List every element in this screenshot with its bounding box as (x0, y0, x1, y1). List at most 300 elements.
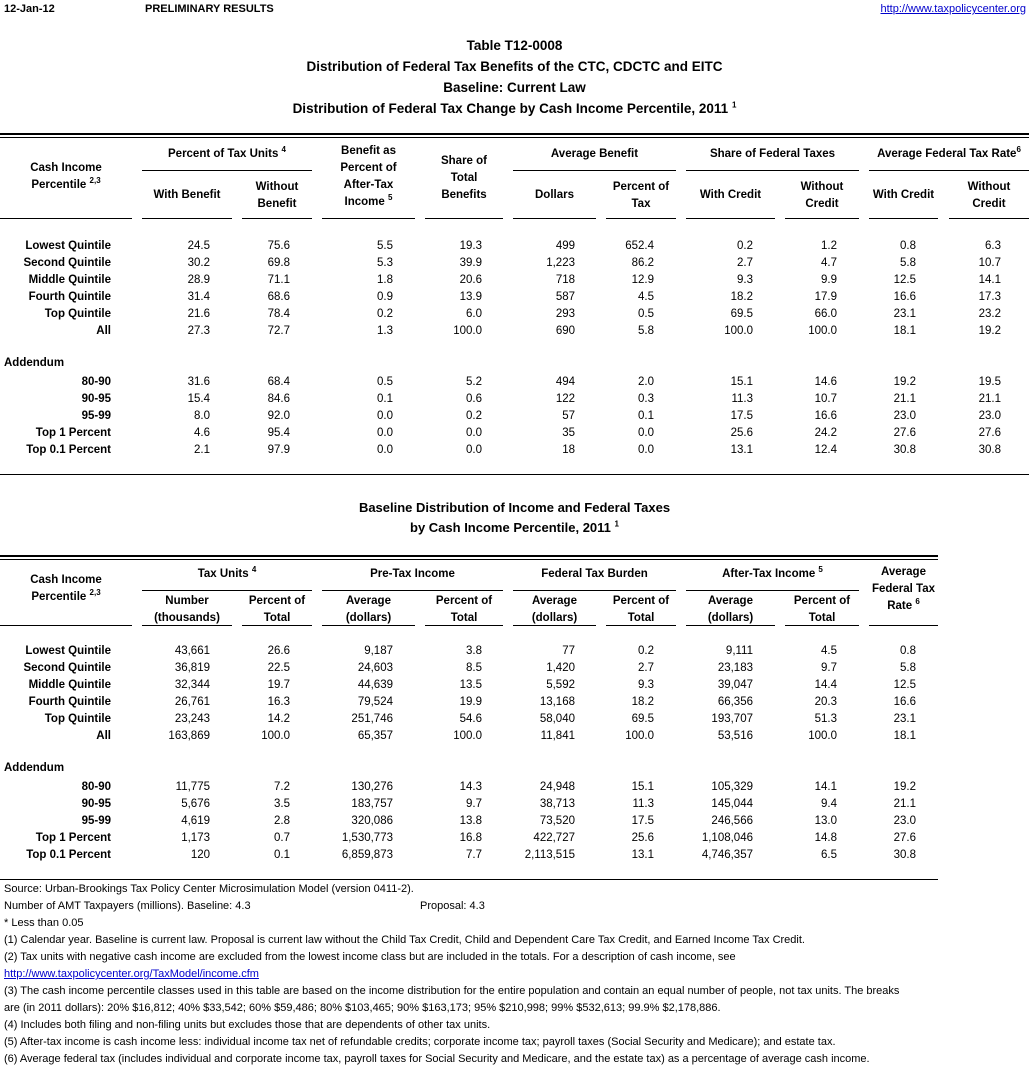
table-cell: 27.6 (893, 832, 916, 844)
group-underline (322, 590, 503, 591)
table-cell: 31.4 (187, 291, 210, 303)
col-underline (0, 218, 132, 219)
table-cell: 1.8 (377, 274, 393, 286)
report-date: 12-Jan-12 (4, 3, 55, 15)
table-cell: 69.5 (730, 308, 753, 320)
table-cell: 19.2 (978, 325, 1001, 337)
table-cell: 20.6 (459, 274, 482, 286)
t2-row-header-line1: Cash Income (30, 574, 102, 586)
table-cell: 652.4 (625, 240, 654, 252)
table-cell: 0.0 (377, 444, 393, 456)
sub-line: Without (255, 181, 299, 193)
t1-group-share-total-benefits (425, 153, 503, 204)
sub-line: (dollars) (707, 612, 754, 624)
header-line: After-Tax (343, 179, 394, 191)
t2-addendum-label: Addendum (4, 762, 65, 774)
table-cell: 53,516 (717, 730, 753, 742)
table-cell: 9.3 (737, 274, 753, 286)
table-cell: 1.2 (821, 240, 837, 252)
group-underline (513, 170, 676, 171)
footnote-3a: (3) The cash income percentile classes used in this table are based on the income distribution for the entire population and contain an equal number of people, not tax units. The breaks (4, 985, 900, 997)
table-cell: 16.6 (814, 410, 837, 422)
row-label: Top 0.1 Percent (26, 849, 111, 861)
table-cell: 92.0 (267, 410, 290, 422)
table-cell: 19.3 (459, 240, 482, 252)
group-label: Average Federal Tax Rate (877, 148, 1017, 160)
table-cell: 422,727 (533, 832, 575, 844)
t1-sub-percent-of-tax (606, 179, 676, 213)
table-cell: 16.6 (893, 696, 916, 708)
table1-top-rule (0, 133, 1029, 138)
table-cell: 5.2 (466, 376, 482, 388)
col-underline (0, 625, 132, 626)
table-cell: 18 (562, 444, 575, 456)
header-line: Share of (440, 155, 487, 167)
table-cell: 1,530,773 (341, 832, 393, 844)
table-cell: 13,168 (539, 696, 575, 708)
footnote-ref: 2,3 (89, 176, 101, 186)
t2-group-federal-tax-burden: Federal Tax Burden (541, 568, 648, 580)
row-label: 80-90 (81, 781, 111, 793)
table-cell: 9,187 (364, 645, 393, 657)
header-line: Percent of (340, 162, 397, 174)
t2-group-avg-federal-tax-rate (869, 564, 938, 615)
table-cell: 27.6 (893, 427, 916, 439)
table-cell: 19.2 (893, 781, 916, 793)
footnote-ref: 4 (251, 565, 257, 575)
table-cell: 0.1 (274, 849, 290, 861)
table-cell: 15.1 (730, 376, 753, 388)
sub-line: Average (708, 595, 753, 607)
table-cell: 0.2 (737, 240, 753, 252)
table-cell: 718 (555, 274, 575, 286)
table-row (0, 306, 1029, 323)
table-cell: 587 (555, 291, 575, 303)
table-cell: 13.1 (730, 444, 753, 456)
table-row (0, 238, 1029, 255)
table-cell: 11,841 (540, 730, 575, 742)
table-cell: 9.3 (638, 679, 654, 691)
row-label: Second Quintile (23, 257, 111, 269)
table-cell: 183,757 (351, 798, 393, 810)
table-cell: 17.5 (631, 815, 654, 827)
table-cell: 28.9 (187, 274, 210, 286)
table2-top-rule (0, 555, 938, 560)
table-cell: 11.3 (731, 393, 753, 405)
table-cell: 68.4 (267, 376, 290, 388)
table-row (0, 711, 1029, 728)
table-cell: 0.0 (466, 427, 482, 439)
row-label: 90-95 (81, 798, 111, 810)
group-underline (686, 170, 859, 171)
table-cell: 78.4 (267, 308, 290, 320)
group-underline (869, 170, 1029, 171)
table-cell: 17.9 (814, 291, 837, 303)
sub-line: Total (263, 612, 291, 624)
table-cell: 5.8 (900, 662, 916, 674)
row-label: Lowest Quintile (25, 240, 111, 252)
table-title: Distribution of Federal Tax Benefits of the CTC, CDCTC and EITC (306, 59, 723, 74)
t2-row-header-line2: Percentile (31, 591, 87, 603)
table-row (0, 796, 1029, 813)
table-cell: 12.5 (893, 679, 916, 691)
table-cell: 163,869 (168, 730, 210, 742)
sub-line: Percent of (612, 181, 670, 193)
t1-group-average-benefit: Average Benefit (550, 148, 639, 160)
table-row (0, 255, 1029, 272)
table-row (0, 391, 1029, 408)
col-underline (513, 625, 596, 626)
t2-sub-number (142, 593, 232, 627)
table-cell: 75.6 (267, 240, 290, 252)
table-cell: 0.5 (377, 376, 393, 388)
row-label: Lowest Quintile (25, 645, 111, 657)
source-note: Source: Urban-Brookings Tax Policy Center Microsimulation Model (version 0411-2). (4, 883, 414, 895)
t2-sub-tax-units-pct (242, 593, 312, 627)
table-cell: 100.0 (453, 730, 482, 742)
table-cell: 0.1 (638, 410, 654, 422)
t1-row-header (0, 160, 132, 194)
table-cell: 66,356 (717, 696, 753, 708)
sub-line: Total (808, 612, 836, 624)
sub-line: Without (800, 181, 844, 193)
table-cell: 2,113,515 (524, 849, 575, 861)
sub-line: Total (627, 612, 655, 624)
col-underline (322, 218, 415, 219)
table-cell: 1,223 (546, 257, 575, 269)
table-cell: 44,639 (357, 679, 393, 691)
table-cell: 293 (555, 308, 575, 320)
col-underline (686, 218, 775, 219)
cash-income-link[interactable]: http://www.taxpolicycenter.org/TaxModel/income.cfm (4, 968, 259, 980)
row-label: 95-99 (81, 815, 111, 827)
col-underline (949, 218, 1029, 219)
table-cell: 14.8 (814, 832, 837, 844)
table-row (0, 442, 1029, 459)
table-row (0, 289, 1029, 306)
t2-sub-pretax-pct (425, 593, 503, 627)
t2-title-text: by Cash Income Percentile, 2011 (410, 520, 611, 535)
table-cell: 22.5 (267, 662, 290, 674)
table-cell: 26,761 (174, 696, 210, 708)
sub-line: (dollars) (345, 612, 392, 624)
table-cell: 79,524 (357, 696, 393, 708)
table-cell: 31.6 (187, 376, 210, 388)
sub-line: Number (165, 595, 209, 607)
table-cell: 13.5 (459, 679, 482, 691)
table-cell: 5,592 (546, 679, 575, 691)
table-cell: 100.0 (261, 730, 290, 742)
col-underline (142, 625, 232, 626)
table-cell: 2.8 (274, 815, 290, 827)
table-cell: 8.5 (466, 662, 482, 674)
table-cell: 0.2 (377, 308, 393, 320)
table-cell: 23.0 (893, 815, 916, 827)
table-cell: 100.0 (808, 730, 837, 742)
sub-line: Average (346, 595, 391, 607)
table-cell: 12.5 (893, 274, 916, 286)
table-cell: 73,520 (539, 815, 575, 827)
table-cell: 12.9 (631, 274, 654, 286)
footnote-4: (4) Includes both filing and non-filing units but excludes those that are dependents of other tax units. (4, 1019, 491, 1031)
t2-sub-aftertax-pct (785, 593, 859, 627)
sub-line: Without (967, 181, 1011, 193)
table-cell: 71.1 (267, 274, 290, 286)
row-label: Middle Quintile (28, 679, 111, 691)
table-cell: 19.9 (459, 696, 482, 708)
table-cell: 14.1 (978, 274, 1001, 286)
table-cell: 14.2 (267, 713, 290, 725)
table-cell: 18.2 (730, 291, 753, 303)
table-cell: 0.2 (466, 410, 482, 422)
table-cell: 19.5 (978, 376, 1001, 388)
table-cell: 100.0 (625, 730, 654, 742)
table-cell: 6.0 (466, 308, 482, 320)
table-id: Table T12-0008 (466, 38, 563, 53)
table-cell: 97.9 (267, 444, 290, 456)
sub-line: Percent of (612, 595, 670, 607)
table-cell: 23.0 (893, 410, 916, 422)
table-cell: 0.0 (638, 444, 654, 456)
footnote-3b: are (in 2011 dollars): 20% $16,812; 40% $33,542; 60% $59,486; 80% $103,465; 90% $163,173; 95% $210,998; 99% $532,613; 99.9% $2,178,886. (4, 1002, 721, 1014)
table-cell: 30.8 (978, 444, 1001, 456)
t1-addendum-label: Addendum (4, 357, 65, 369)
table-cell: 27.6 (978, 427, 1001, 439)
table-cell: 23,243 (174, 713, 210, 725)
table-row (0, 272, 1029, 289)
header-line: Income (344, 196, 385, 208)
table-cell: 3.5 (274, 798, 290, 810)
table-cell: 5.8 (900, 257, 916, 269)
table-cell: 13.9 (459, 291, 482, 303)
table-cell: 21.1 (893, 798, 916, 810)
table-cell: 30.8 (893, 444, 916, 456)
table-cell: 4.5 (821, 645, 837, 657)
t2-sub-pretax-avg (322, 593, 415, 627)
table-cell: 15.4 (187, 393, 210, 405)
table-cell: 23.1 (893, 308, 916, 320)
table-cell: 246,566 (711, 815, 753, 827)
footnote-ref: 1 (614, 519, 619, 529)
sub-line: Percent of (793, 595, 851, 607)
table-cell: 120 (190, 849, 210, 861)
table-cell: 17.3 (978, 291, 1001, 303)
table-cell: 320,086 (351, 815, 393, 827)
col-underline (606, 625, 676, 626)
table-row (0, 694, 1029, 711)
t1-group-percent-tax-units (142, 146, 312, 163)
table-cell: 122 (555, 393, 575, 405)
table-cell: 15.1 (631, 781, 654, 793)
t1-sub-without-benefit (242, 179, 312, 213)
footnote-ref: 4 (281, 145, 286, 155)
group-underline (686, 590, 859, 591)
table-row (0, 323, 1029, 340)
table-row (0, 830, 1029, 847)
table-cell: 14.6 (814, 376, 837, 388)
table-cell: 68.6 (267, 291, 290, 303)
footnote-ref: 5 (388, 193, 393, 203)
table-cell: 10.7 (978, 257, 1001, 269)
table-cell: 18.2 (631, 696, 654, 708)
table-cell: 4,619 (181, 815, 210, 827)
table-cell: 0.6 (466, 393, 482, 405)
table-cell: 5.8 (638, 325, 654, 337)
table-cell: 0.8 (900, 240, 916, 252)
table-cell: 84.6 (267, 393, 290, 405)
table-cell: 7.7 (466, 849, 482, 861)
col-underline (869, 218, 938, 219)
sub-line: Benefit (257, 198, 297, 210)
less-than-note: * Less than 0.05 (4, 917, 84, 929)
t1-group-avg-federal-tax-rate (869, 146, 1029, 163)
t2-sub-aftertax-avg (686, 593, 775, 627)
table-cell: 21.1 (893, 393, 916, 405)
table-cell: 9.7 (466, 798, 482, 810)
distribution-title-text: Distribution of Federal Tax Change by Cash Income Percentile, 2011 (292, 101, 729, 116)
header-line: Average (881, 566, 926, 578)
table-cell: 30.8 (893, 849, 916, 861)
table1-bottom-rule (0, 474, 1029, 475)
table-cell: 13.1 (631, 849, 654, 861)
t1-sub-dollars: Dollars (535, 189, 574, 201)
group-underline (142, 170, 312, 171)
row-label: 80-90 (81, 376, 111, 388)
t2-group-tax-units (142, 566, 312, 583)
table-cell: 0.8 (900, 645, 916, 657)
row-label: Top 1 Percent (35, 427, 111, 439)
table-cell: 145,044 (711, 798, 753, 810)
table-cell: 16.8 (459, 832, 482, 844)
group-label: Percent of Tax Units (168, 148, 279, 160)
sub-line: Credit (805, 198, 839, 210)
preliminary-label: PRELIMINARY RESULTS (145, 3, 274, 15)
table-cell: 8.0 (194, 410, 210, 422)
table-cell: 5,676 (181, 798, 210, 810)
col-underline (322, 625, 415, 626)
table-cell: 72.7 (267, 325, 290, 337)
table-row (0, 847, 1029, 864)
table-cell: 3.8 (466, 645, 482, 657)
sub-line: Total (450, 612, 478, 624)
t1-row-header-line1: Cash Income (30, 162, 102, 174)
table-row (0, 677, 1029, 694)
col-underline (869, 625, 938, 626)
t2-title-line2 (0, 520, 1029, 535)
table-cell: 11.3 (632, 798, 654, 810)
amt-baseline-note: Number of AMT Taxpayers (millions). Baseline: 4.3 (4, 900, 251, 912)
table-cell: 25.6 (631, 832, 654, 844)
table-cell: 14.3 (459, 781, 482, 793)
table-cell: 35 (562, 427, 575, 439)
table-cell: 57 (562, 410, 575, 422)
tpc-homepage-link[interactable]: http://www.taxpolicycenter.org (880, 3, 1026, 15)
table-cell: 16.6 (893, 291, 916, 303)
t1-group-benefit-pct-after-tax (322, 143, 415, 211)
table-cell: 27.3 (187, 325, 210, 337)
table-row (0, 779, 1029, 796)
table-cell: 66.0 (814, 308, 837, 320)
table-cell: 19.7 (267, 679, 290, 691)
t2-title-line1: Baseline Distribution of Income and Federal Taxes (358, 500, 671, 515)
table-row (0, 374, 1029, 391)
table-cell: 7.2 (274, 781, 290, 793)
sub-line: (thousands) (154, 612, 220, 624)
row-label: Top Quintile (44, 713, 111, 725)
table-row (0, 728, 1029, 745)
baseline-title: Baseline: Current Law (443, 80, 586, 95)
table-cell: 39,047 (717, 679, 753, 691)
table-cell: 2.0 (638, 376, 654, 388)
row-label: Top 0.1 Percent (26, 444, 111, 456)
footnote-5: (5) After-tax income is cash income less: individual income tax net of refundable credits; corporate income tax; payroll taxes (Social Security and Medicare); and estate tax. (4, 1036, 836, 1048)
table-cell: 9.4 (821, 798, 837, 810)
table-cell: 105,329 (711, 781, 753, 793)
table-cell: 4.6 (194, 427, 210, 439)
footnote-ref: 2,3 (89, 588, 101, 598)
table-cell: 4,746,357 (701, 849, 753, 861)
t2-group-after-tax-income (686, 566, 859, 583)
sub-line: (dollars) (531, 612, 578, 624)
table-cell: 2.7 (737, 257, 753, 269)
table-cell: 23,183 (717, 662, 753, 674)
table-cell: 23.0 (978, 410, 1001, 422)
footnote-1: (1) Calendar year. Baseline is current law. Proposal is current law without the Child Tax Credit, Child and Dependent Care Tax Credit, and Earned Income Tax Credit. (4, 934, 805, 946)
table-cell: 11,775 (175, 781, 210, 793)
table-cell: 24,603 (357, 662, 393, 674)
table-cell: 0.1 (377, 393, 393, 405)
col-underline (425, 625, 503, 626)
header-line: Federal Tax (871, 583, 936, 595)
sub-line: Tax (631, 198, 651, 210)
table-cell: 18.1 (893, 730, 916, 742)
table-cell: 43,661 (174, 645, 210, 657)
group-label: Tax Units (197, 568, 249, 580)
row-label: All (96, 730, 111, 742)
table-cell: 10.7 (814, 393, 837, 405)
table-cell: 2.7 (638, 662, 654, 674)
col-underline (513, 218, 596, 219)
col-underline (785, 218, 859, 219)
footnote-2: (2) Tax units with negative cash income are excluded from the lowest income class but are included in the totals. For a description of cash income, see (4, 951, 736, 963)
group-underline (513, 590, 676, 591)
table-cell: 100.0 (724, 325, 753, 337)
table-cell: 1,420 (546, 662, 575, 674)
table-cell: 0.5 (638, 308, 654, 320)
table-cell: 32,344 (174, 679, 210, 691)
table-row (0, 643, 1029, 660)
footnote-ref: 1 (731, 100, 737, 110)
row-label: Top Quintile (44, 308, 111, 320)
table-cell: 1.3 (377, 325, 393, 337)
col-underline (686, 625, 775, 626)
t2-group-pre-tax-income: Pre-Tax Income (370, 568, 455, 580)
t2-row-header (0, 572, 132, 606)
table-cell: 5.5 (377, 240, 393, 252)
table-cell: 51.3 (814, 713, 837, 725)
col-underline (242, 625, 312, 626)
table-cell: 65,357 (357, 730, 393, 742)
group-label: After-Tax Income (722, 568, 816, 580)
table-cell: 14.1 (814, 781, 837, 793)
footnote-ref: 6 (915, 597, 920, 607)
table2-bottom-rule (0, 879, 938, 880)
table-cell: 9.9 (821, 274, 837, 286)
table-cell: 4.7 (821, 257, 837, 269)
table-cell: 0.3 (638, 393, 654, 405)
table-row (0, 408, 1029, 425)
row-label: 95-99 (81, 410, 111, 422)
